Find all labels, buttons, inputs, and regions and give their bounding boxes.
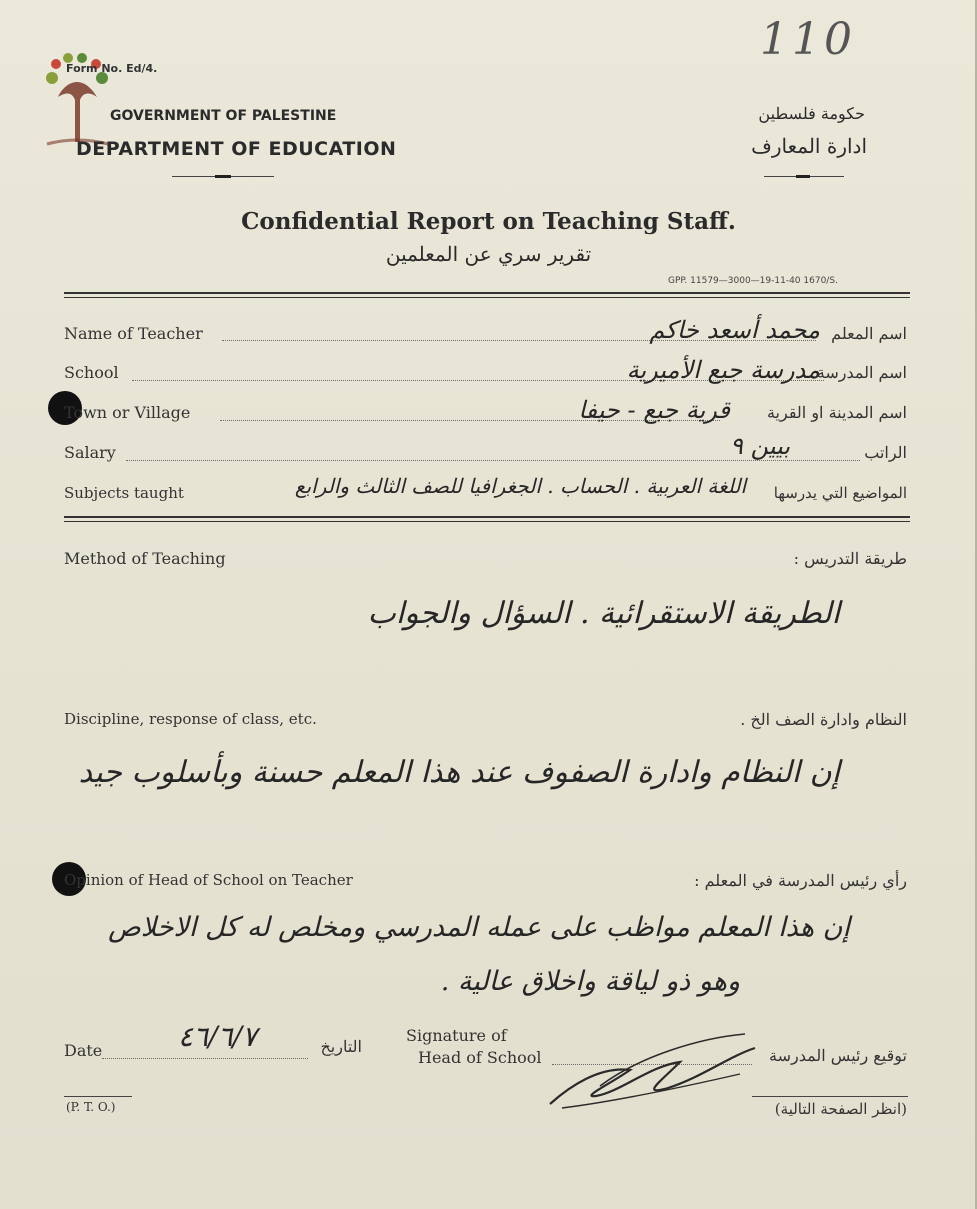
name-label-en: Name of Teacher [64, 324, 203, 343]
subjects-value: اللغة العربية . الحساب . الجغرافيا للصف الثالث والرابع [294, 474, 746, 498]
salary-label-en: Salary [64, 443, 116, 462]
header-divider-right-mark [796, 175, 810, 178]
name-label-ar: اسم المعلم [831, 324, 907, 343]
report-title-ar: تقرير سري عن المعلمين [385, 242, 592, 266]
page-number: 110 [760, 14, 856, 65]
school-label-ar: اسم المدرسة [816, 363, 907, 382]
date-dotted-line [102, 1058, 308, 1059]
subjects-label-en: Subjects taught [64, 484, 184, 502]
government-title-ar: حكومة فلسطين [758, 104, 865, 123]
pto-ar: (انظر الصفحة التالية) [774, 1100, 907, 1118]
salary-label-ar: الراتب [864, 443, 907, 462]
subjects-label-ar: المواضيع التي يدرسها [773, 484, 907, 502]
salary-dotted-line [126, 460, 860, 461]
signature-label-ar: توقيع رئيس المدرسة [769, 1046, 907, 1065]
date-label-ar: التاريخ [320, 1037, 362, 1056]
header-divider-left-mark [215, 175, 231, 178]
date-value: ٤٦/٦/٧ [178, 1020, 258, 1053]
form-number: Form No. Ed/4. [66, 62, 158, 75]
fields-bottom-rule [64, 516, 910, 518]
date-label-en: Date [64, 1041, 103, 1060]
report-title-en: Confidential Report on Teaching Staff. [241, 208, 736, 235]
school-value: مدرسة جبع الأميرية [626, 356, 820, 384]
opinion-value-line-1: إن هذا المعلم مواظب على عمله المدرسي ومخلص له كل الاخلاص [108, 912, 850, 943]
top-rule [64, 292, 910, 294]
salary-value: بيين ٩ [730, 432, 790, 460]
town-value: قرية جبع - حيفا [578, 396, 730, 424]
top-rule-thin [64, 297, 910, 298]
opinion-label-ar: رأي رئيس المدرسة في المعلم : [694, 871, 907, 890]
pto-en: (P. T. O.) [66, 1100, 116, 1114]
method-value: الطريقة الاستقرائية . السؤال والجواب [367, 596, 840, 631]
fields-bottom-rule-thin [64, 521, 910, 522]
town-label-ar: اسم المدينة او القرية [766, 403, 907, 422]
signature-scribble [540, 1026, 760, 1116]
print-code: GPP. 11579—3000—19-11-40 1670/S. [668, 276, 838, 286]
method-label-ar: طريقة التدريس : [793, 549, 907, 568]
method-label-en: Method of Teaching [64, 549, 226, 568]
discipline-label-en: Discipline, response of class, etc. [64, 710, 317, 728]
signature-label-en-1: Signature of [406, 1026, 507, 1045]
name-value: محمد أسعد خاكم [649, 316, 820, 344]
footer-rule-left [64, 1096, 132, 1097]
opinion-value-line-2: وهو ذو لياقة واخلاق عالية . [440, 966, 740, 997]
department-title-en: DEPARTMENT OF EDUCATION [76, 138, 397, 160]
government-title-en: GOVERNMENT OF PALESTINE [110, 108, 337, 124]
signature-label-en-2: Head of School [418, 1048, 542, 1067]
opinion-label-en: Opinion of Head of School on Teacher [64, 871, 353, 889]
footer-rule-right [752, 1096, 908, 1097]
department-title-ar: ادارة المعارف [751, 134, 867, 158]
discipline-value: إن النظام وادارة الصفوف عند هذا المعلم حسنة وبأسلوب جيد [78, 755, 840, 790]
town-label-en: Town or Village [64, 403, 191, 422]
school-label-en: School [64, 363, 119, 382]
discipline-label-ar: النظام وادارة الصف الخ . [740, 710, 907, 729]
